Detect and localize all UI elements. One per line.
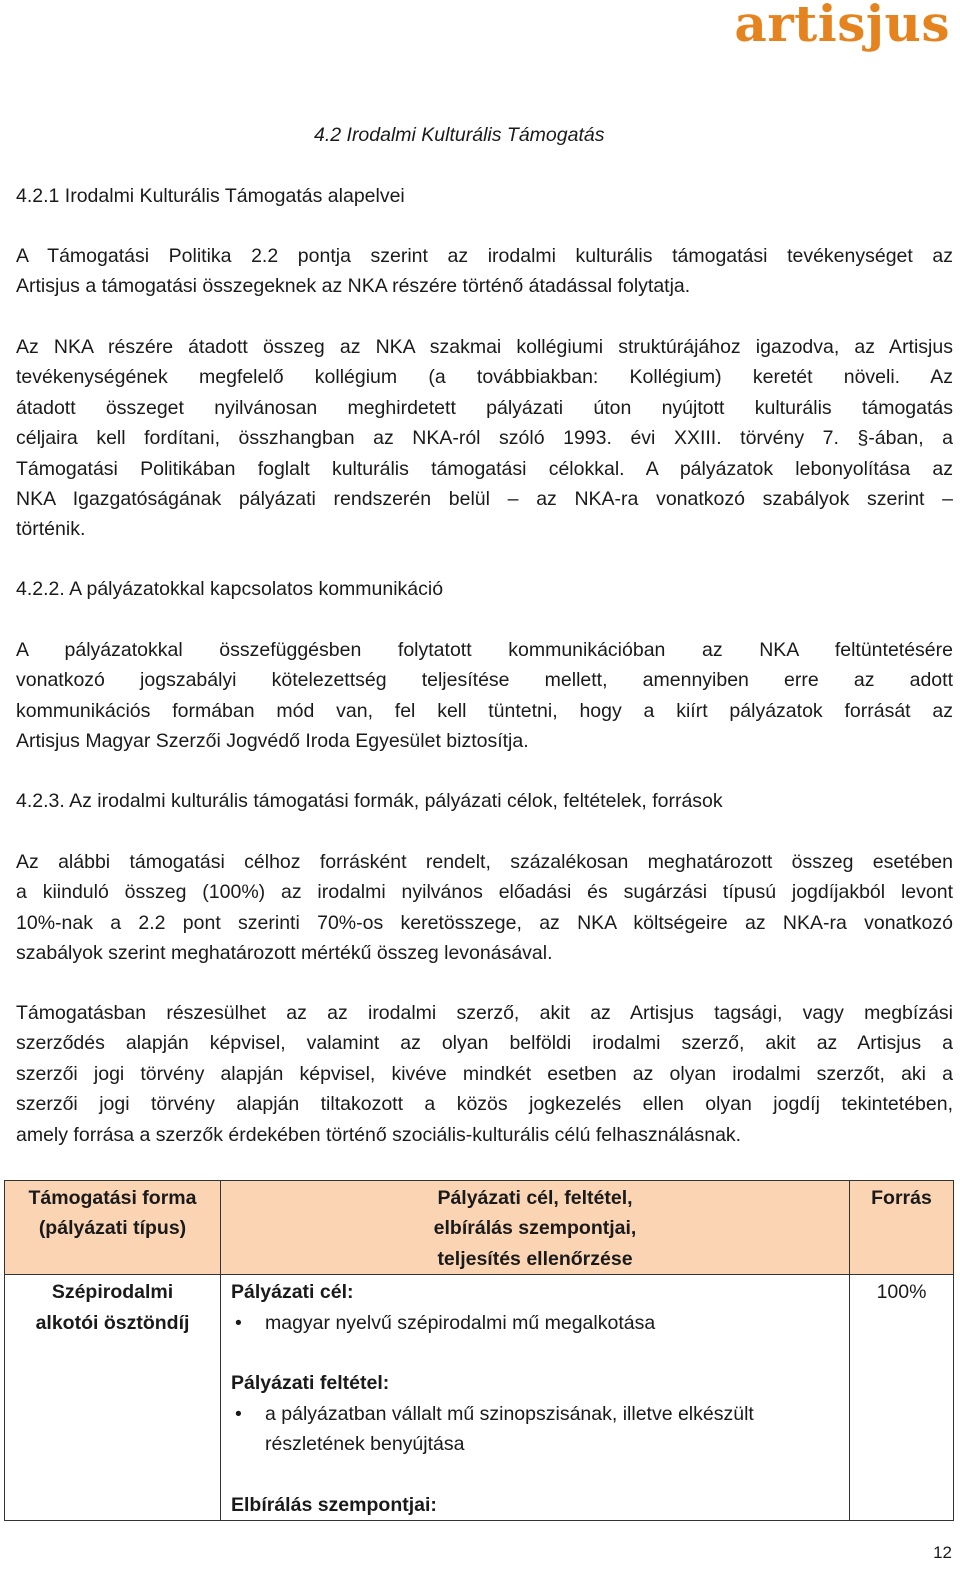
paragraph-1 [16, 241, 953, 302]
bullet-icon: • [235, 1311, 242, 1334]
condition-label: Pályázati feltétel: [231, 1372, 390, 1395]
header-text-line: teljesítés ellenőrzése [437, 1247, 633, 1270]
paragraph-line: amely forrása a szerzők érdekében történő szociális-kulturális célú felhasználásnak. [16, 1123, 742, 1146]
paragraph-line: Artisjus a támogatási összegeknek az NKA részére történő átadással folytatja. [16, 275, 691, 298]
section-title: 4.2 Irodalmi Kulturális Támogatás [314, 124, 605, 146]
paragraph-line: tevékenységének megfelelő kollégium (a továbbiakban: Kollégium) keretét növeli. Az [16, 366, 953, 389]
header-text-line: elbírálás szempontjai, [433, 1217, 637, 1240]
paragraph-line: szerződés alapján képvisel, valamint az olyan belföldi irodalmi szerző, akit az Artisjus a [16, 1032, 953, 1055]
header-form [5, 1181, 221, 1275]
paragraph-line: történik. [16, 518, 86, 541]
cell-goal [221, 1275, 850, 1521]
paragraph-line: szabályok szerint meghatározott mértékű összeg levonásával. [16, 942, 553, 965]
list-item-text: magyar nyelvű szépirodalmi mű megalkotása [265, 1311, 656, 1334]
paragraph-line: a kiinduló összeg (100%) az irodalmi nyilvános előadási és sugárzási típusú jogdíjakból levont [16, 881, 953, 904]
paragraph-line: NKA Igazgatóságának pályázati rendszerén belül – az NKA-ra vonatkozó szabályok szerint – [16, 487, 953, 510]
paragraph-line: 10%-nak a 2.2 pont szerinti 70%-os keretösszege, az NKA költségeire az NKA-ra vonatkozó [16, 911, 953, 934]
subsection-title-4-2-2: 4.2.2. A pályázatokkal kapcsolatos kommunikáció [16, 578, 444, 600]
support-forms-table [4, 1180, 954, 1521]
paragraph-2 [16, 332, 953, 545]
table-row [5, 1275, 954, 1521]
list-item-text: a pályázatban vállalt mű szinopszisának, illetve elkészült részletének benyújtása [265, 1402, 754, 1456]
artisjus-logo: artisjus [734, 0, 950, 53]
paragraph-line: A Támogatási Politika 2.2 pontja szerint az irodalmi kulturális támogatási tevékenységet az [16, 245, 953, 267]
subsection-title-4-2-1: 4.2.1 Irodalmi Kulturális Támogatás alapelvei [16, 185, 405, 207]
table-header-row [5, 1181, 954, 1275]
header-text-line: (pályázati típus) [38, 1217, 187, 1240]
form-text-line: Szépirodalmi [51, 1281, 174, 1304]
paragraph-4 [16, 847, 953, 969]
paragraph-line: Az alábbi támogatási célhoz forrásként rendelt, százalékosan meghatározott összeg esetében [16, 851, 953, 873]
evaluation-label: Elbírálás szempontjai: [231, 1494, 437, 1517]
header-text-line: Támogatási forma [28, 1187, 197, 1209]
header-source [850, 1181, 954, 1275]
paragraph-line: Artisjus Magyar Szerzői Jogvédő Iroda Egyesület biztosítja. [16, 730, 529, 753]
header-text-line: Forrás [871, 1187, 932, 1209]
paragraph-line: szerzői jogi törvény alapján tiltakozott a közös jogkezelés ellen olyan jogdíj tekintetében, [16, 1093, 953, 1116]
paragraph-line: vonatkozó jogszabályi kötelezettség teljesítése mellett, amennyiben erre az adott [16, 669, 953, 692]
paragraph-line: A pályázatokkal összefüggésben folytatott kommunikációban az NKA feltüntetésére [16, 639, 953, 661]
header-text-line: Pályázati cél, feltétel, [437, 1187, 633, 1209]
paragraph-3 [16, 635, 953, 757]
paragraph-line: átadott összeget nyilvánosan meghirdetett pályázati úton nyújtott kulturális támogatás [16, 396, 953, 419]
goal-label: Pályázati cél: [231, 1281, 354, 1304]
list-item [231, 1308, 839, 1338]
cell-form [5, 1275, 221, 1521]
cell-source [850, 1275, 954, 1521]
page-number: 12 [933, 1543, 952, 1562]
bullet-icon: • [235, 1402, 242, 1425]
paragraph-line: szerzői jogi törvény alapján képvisel, kivéve mindkét esetben az olyan irodalmi szerzőt, aki a [16, 1062, 953, 1085]
paragraph-line: Támogatási Politikában foglalt kulturális támogatási célokkal. A pályázatok lebonyolítása az [16, 457, 953, 480]
paragraph-line: kommunikációs formában mód van, fel kell tüntetni, hogy a kiírt pályázatok forrását az [16, 699, 953, 722]
paragraph-line: Az NKA részére átadott összeg az NKA szakmai kollégiumi struktúrájához igazodva, az Artisjus [16, 336, 953, 358]
paragraph-line: céljaira kell fordítani, összhangban az NKA-ról szóló 1993. évi XXIII. törvény 7. §-ában, a [16, 427, 953, 450]
subsection-title-4-2-3: 4.2.3. Az irodalmi kulturális támogatási formák, pályázati célok, feltételek, források [16, 790, 723, 812]
header-goal [221, 1181, 850, 1275]
form-text-line: alkotói ösztöndíj [35, 1311, 190, 1334]
paragraph-5 [16, 998, 953, 1150]
paragraph-line: Támogatásban részesülhet az az irodalmi szerző, akit az Artisjus tagsági, vagy megbízási [16, 1002, 953, 1024]
list-item [231, 1399, 839, 1460]
source-value: 100% [876, 1281, 927, 1304]
